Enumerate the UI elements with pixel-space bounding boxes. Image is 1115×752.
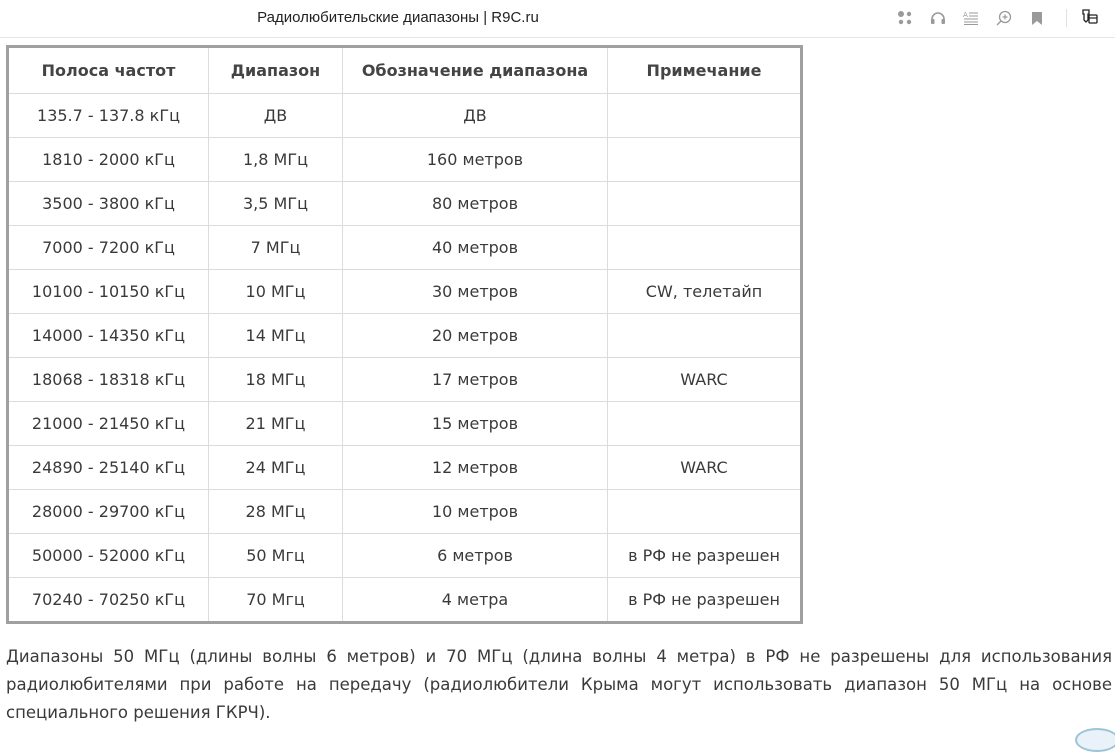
column-header-note: Примечание: [608, 48, 801, 94]
cell-designation: 40 метров: [343, 226, 608, 270]
toolbar-divider: [1066, 9, 1067, 27]
headphones-icon[interactable]: [928, 8, 948, 28]
table-row: [9, 578, 800, 622]
bands-table: [9, 48, 800, 621]
extensions-icon[interactable]: [1080, 8, 1100, 28]
reader-mode-icon[interactable]: [961, 8, 981, 28]
table-row: [9, 490, 800, 534]
cell-designation: 4 метра: [343, 578, 608, 622]
cell-note: [608, 94, 801, 138]
reader-toolbar: [0, 0, 1115, 38]
cell-designation: 15 метров: [343, 402, 608, 446]
column-header-frequency: Полоса частот: [9, 48, 209, 94]
cell-band: 7 МГц: [209, 226, 343, 270]
column-header-designation: Обозначение диапазона: [343, 48, 608, 94]
cell-frequency: 14000 - 14350 кГц: [9, 314, 209, 358]
cell-band: 50 Мгц: [209, 534, 343, 578]
table-row: [9, 226, 800, 270]
table-row: [9, 358, 800, 402]
cell-designation: 30 метров: [343, 270, 608, 314]
table-row: [9, 314, 800, 358]
column-header-band: Диапазон: [209, 48, 343, 94]
cell-designation: 80 метров: [343, 182, 608, 226]
cell-band: 10 МГц: [209, 270, 343, 314]
cell-note: [608, 490, 801, 534]
cell-band: 70 Мгц: [209, 578, 343, 622]
cell-designation: 20 метров: [343, 314, 608, 358]
cell-frequency: 70240 - 70250 кГц: [9, 578, 209, 622]
table-row: [9, 138, 800, 182]
cell-band: 3,5 МГц: [209, 182, 343, 226]
cell-frequency: 135.7 - 137.8 кГц: [9, 94, 209, 138]
cell-band: ДВ: [209, 94, 343, 138]
note-paragraph: Диапазоны 50 МГц (длины волны 6 метров) и 70 МГц (длина волны 4 метра) в РФ не разрешены для использования радиолюбителями при работе на передачу (радиолюбители Крыма могут использовать диапазон 50 МГц на основе специального решения ГКРЧ).: [6, 647, 1112, 722]
apps-icon[interactable]: [895, 8, 915, 28]
page-title: Радиолюбительские диапазоны | R9C.ru: [257, 9, 539, 26]
cell-designation: 17 метров: [343, 358, 608, 402]
cell-designation: 6 метров: [343, 534, 608, 578]
table-header-row: [9, 48, 800, 94]
table-row: [9, 402, 800, 446]
toolbar-icons: [895, 8, 1113, 28]
cell-note: [608, 138, 801, 182]
cell-designation: 160 метров: [343, 138, 608, 182]
table-row: [9, 534, 800, 578]
cell-note: [608, 182, 801, 226]
cell-band: 1,8 МГц: [209, 138, 343, 182]
bookmark-icon[interactable]: [1027, 8, 1047, 28]
table-row: [9, 270, 800, 314]
cell-band: 28 МГц: [209, 490, 343, 534]
cell-frequency: 3500 - 3800 кГц: [9, 182, 209, 226]
cell-designation: 12 метров: [343, 446, 608, 490]
cell-note: WARC: [608, 358, 801, 402]
cell-note: WARC: [608, 446, 801, 490]
table-row: [9, 182, 800, 226]
cell-frequency: 24890 - 25140 кГц: [9, 446, 209, 490]
cell-band: 24 МГц: [209, 446, 343, 490]
bands-table-container: [6, 45, 803, 624]
cell-note: [608, 226, 801, 270]
floating-logo-icon[interactable]: [1075, 728, 1115, 752]
cell-frequency: 10100 - 10150 кГц: [9, 270, 209, 314]
cell-frequency: 21000 - 21450 кГц: [9, 402, 209, 446]
cell-designation: ДВ: [343, 94, 608, 138]
cell-band: 21 МГц: [209, 402, 343, 446]
table-row: [9, 94, 800, 138]
cell-designation: 10 метров: [343, 490, 608, 534]
cell-frequency: 28000 - 29700 кГц: [9, 490, 209, 534]
cell-frequency: 1810 - 2000 кГц: [9, 138, 209, 182]
zoom-in-icon[interactable]: [994, 8, 1014, 28]
table-row: [9, 446, 800, 490]
cell-band: 14 МГц: [209, 314, 343, 358]
cell-note: [608, 402, 801, 446]
cell-frequency: 50000 - 52000 кГц: [9, 534, 209, 578]
cell-note: CW, телетайп: [608, 270, 801, 314]
svg-text:A: A: [963, 11, 968, 19]
cell-note: в РФ не разрешен: [608, 534, 801, 578]
cell-band: 18 МГц: [209, 358, 343, 402]
cell-frequency: 18068 - 18318 кГц: [9, 358, 209, 402]
cell-frequency: 7000 - 7200 кГц: [9, 226, 209, 270]
cell-note: в РФ не разрешен: [608, 578, 801, 622]
cell-note: [608, 314, 801, 358]
